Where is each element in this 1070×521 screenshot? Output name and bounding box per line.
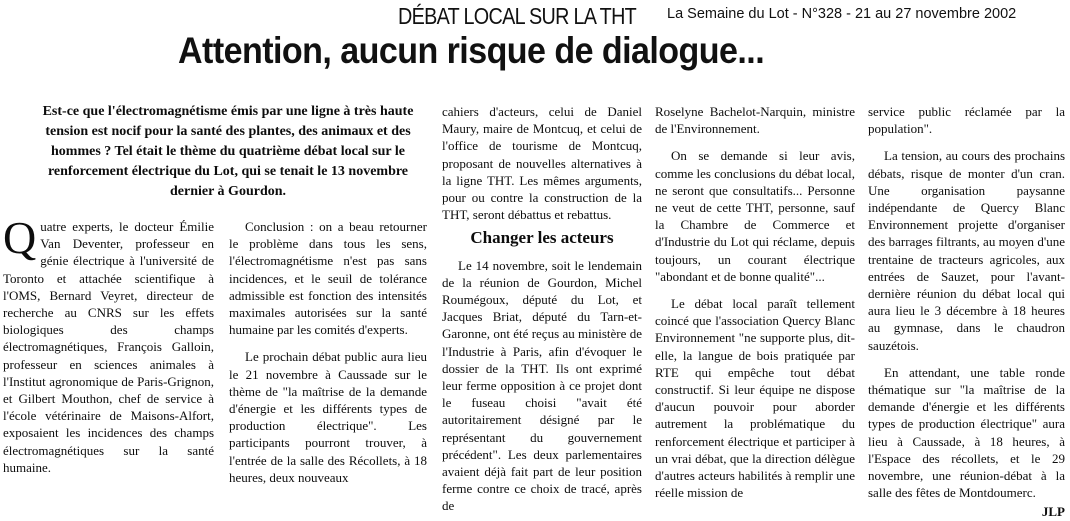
section-kicker: DÉBAT LOCAL SUR LA THT: [398, 3, 637, 29]
paragraph: Le prochain débat public aura lieu le 21 novembre à Caussade sur le thème de "la maîtrise de la demande d'énergie et les différents types de production électrique". Les participants pourront trouver, à l'entrée de la salle des Récollets, à 18 heures, deux nouveaux: [229, 349, 427, 485]
article-lead: Est-ce que l'électromagnétisme émis par une ligne à très haute tension est nocif pour la santé des plantes, des animaux et des hommes ? Tel était le thème du quatrième débat local sur le renforcement électrique du Lot, qui se tenait le 13 novembre dernier à Gourdon.: [42, 104, 414, 199]
subheading: Changer les acteurs: [470, 228, 614, 248]
column-4: [655, 103, 855, 501]
column-2: [229, 218, 427, 486]
paragraph: [3, 212, 214, 476]
paragraph: En attendant, une table ronde thématique sur "la maîtrise de la demande d'énergie et les différents types de production électrique" aura lieu à Caussade, à 18 heures, à l'Espace des récollets, et le 29 novembre, une réunion-débat à la salle des fêtes de Montdoumerc.: [868, 364, 1065, 501]
paragraph: Le 14 novembre, soit le lendemain de la réunion de Gourdon, Michel Roumégoux, député du Lot, et Jacques Briat, député du Tarn-et-Garonne, ont été reçus au ministère de l'Industrie à Paris, afin d'évoquer le dossier de la THT. Ils ont exprimé leur ferme opposition à ce projet dont le fuseau choisi "avait été autoritairement désigné par le représentant du gouvernement précédent". Les deux parlementaires avaient déjà fait part de leur position ferme contre ce choix de tracé, après de: [442, 257, 642, 514]
article-headline: Attention, aucun risque de dialogue...: [178, 30, 765, 71]
paragraph: La tension, au cours des prochains débats, risque de monter d'un cran. Une organisation paysanne indépendante de Quercy Blanc Environnement projette d'organiser des barrages filtrants, au moyen d'une trentaine de tracteurs agricoles, aux entrées de Sauzet, pour l'avant-dernière réunion du débat local qui aura lieu le 3 décembre à 18 heures au gymnase, dans le chaudron sauzétois.: [868, 148, 1065, 353]
drop-cap: Q: [3, 212, 37, 263]
publication-source: La Semaine du Lot - N°328 - 21 au 27 novembre 2002: [667, 6, 1017, 22]
column-3: [442, 103, 642, 515]
paragraph: service public réclamée par la population".: [868, 104, 1065, 137]
paragraph-text: uatre experts, le docteur Émilie Van Deventer, professeur en génie électrique à l'université de Toronto et attachée scientifique à l'OMS, Bernard Veyret, directeur de recherche au CNRS sur les effets biologiques des champs électromagnétiques, François Galloin, professeur en sciences animales à l'Institut agronomique de Paris-Grignon, et Gilbert Mouthon, chef de service à l'école vétérinaire de Maisons-Alfort, exposaient les incidences des champs électromagnétiques sur la santé humaine.: [3, 219, 214, 475]
paragraph: Le débat local paraît tellement coincé que l'association Quercy Blanc Environnement "ne supporte plus, dit-elle, la langue de bois pratiquée par RTE qui empêche tout débat constructif. Si leur équipe ne dispose d'aucun pouvoir pour aborder autrement la problématique du renforcement électrique et participer à un vrai débat, que la direction délègue d'autres acteurs habilités à remplir une réelle mission de: [655, 296, 855, 501]
column-1: [3, 212, 214, 476]
column-5: [868, 103, 1065, 521]
paragraph: cahiers d'acteurs, celui de Daniel Maury, maire de Montcuq, et celui de l'office de tourisme de Montcuq, proposant de nouvelles alternatives à la ligne THT. Les mêmes arguments, pour ou contre la construction de la THT, seront débattus et rebattus.: [442, 104, 642, 223]
author-signature: JLP: [1041, 504, 1065, 520]
paragraph: Conclusion : on a beau retourner le problème dans tous les sens, l'électromagnétisme n'est pas sans incidences, et le seuil de tolérance admissible est fonction des intensités maximales autorisées sur la santé humaine par les comités d'experts.: [229, 219, 427, 338]
paragraph: Roselyne Bachelot-Narquin, ministre de l'Environnement.: [655, 104, 855, 137]
paragraph: On se demande si leur avis, comme les conclusions du débat local, ne seront que consultatifs... Personne ne veut de cette THT, personne, sauf la Chambre de Commerce et d'Industrie du Lot qui réclame, depuis toujours, un courant électrique "abondant et de bonne qualité"...: [655, 148, 856, 284]
